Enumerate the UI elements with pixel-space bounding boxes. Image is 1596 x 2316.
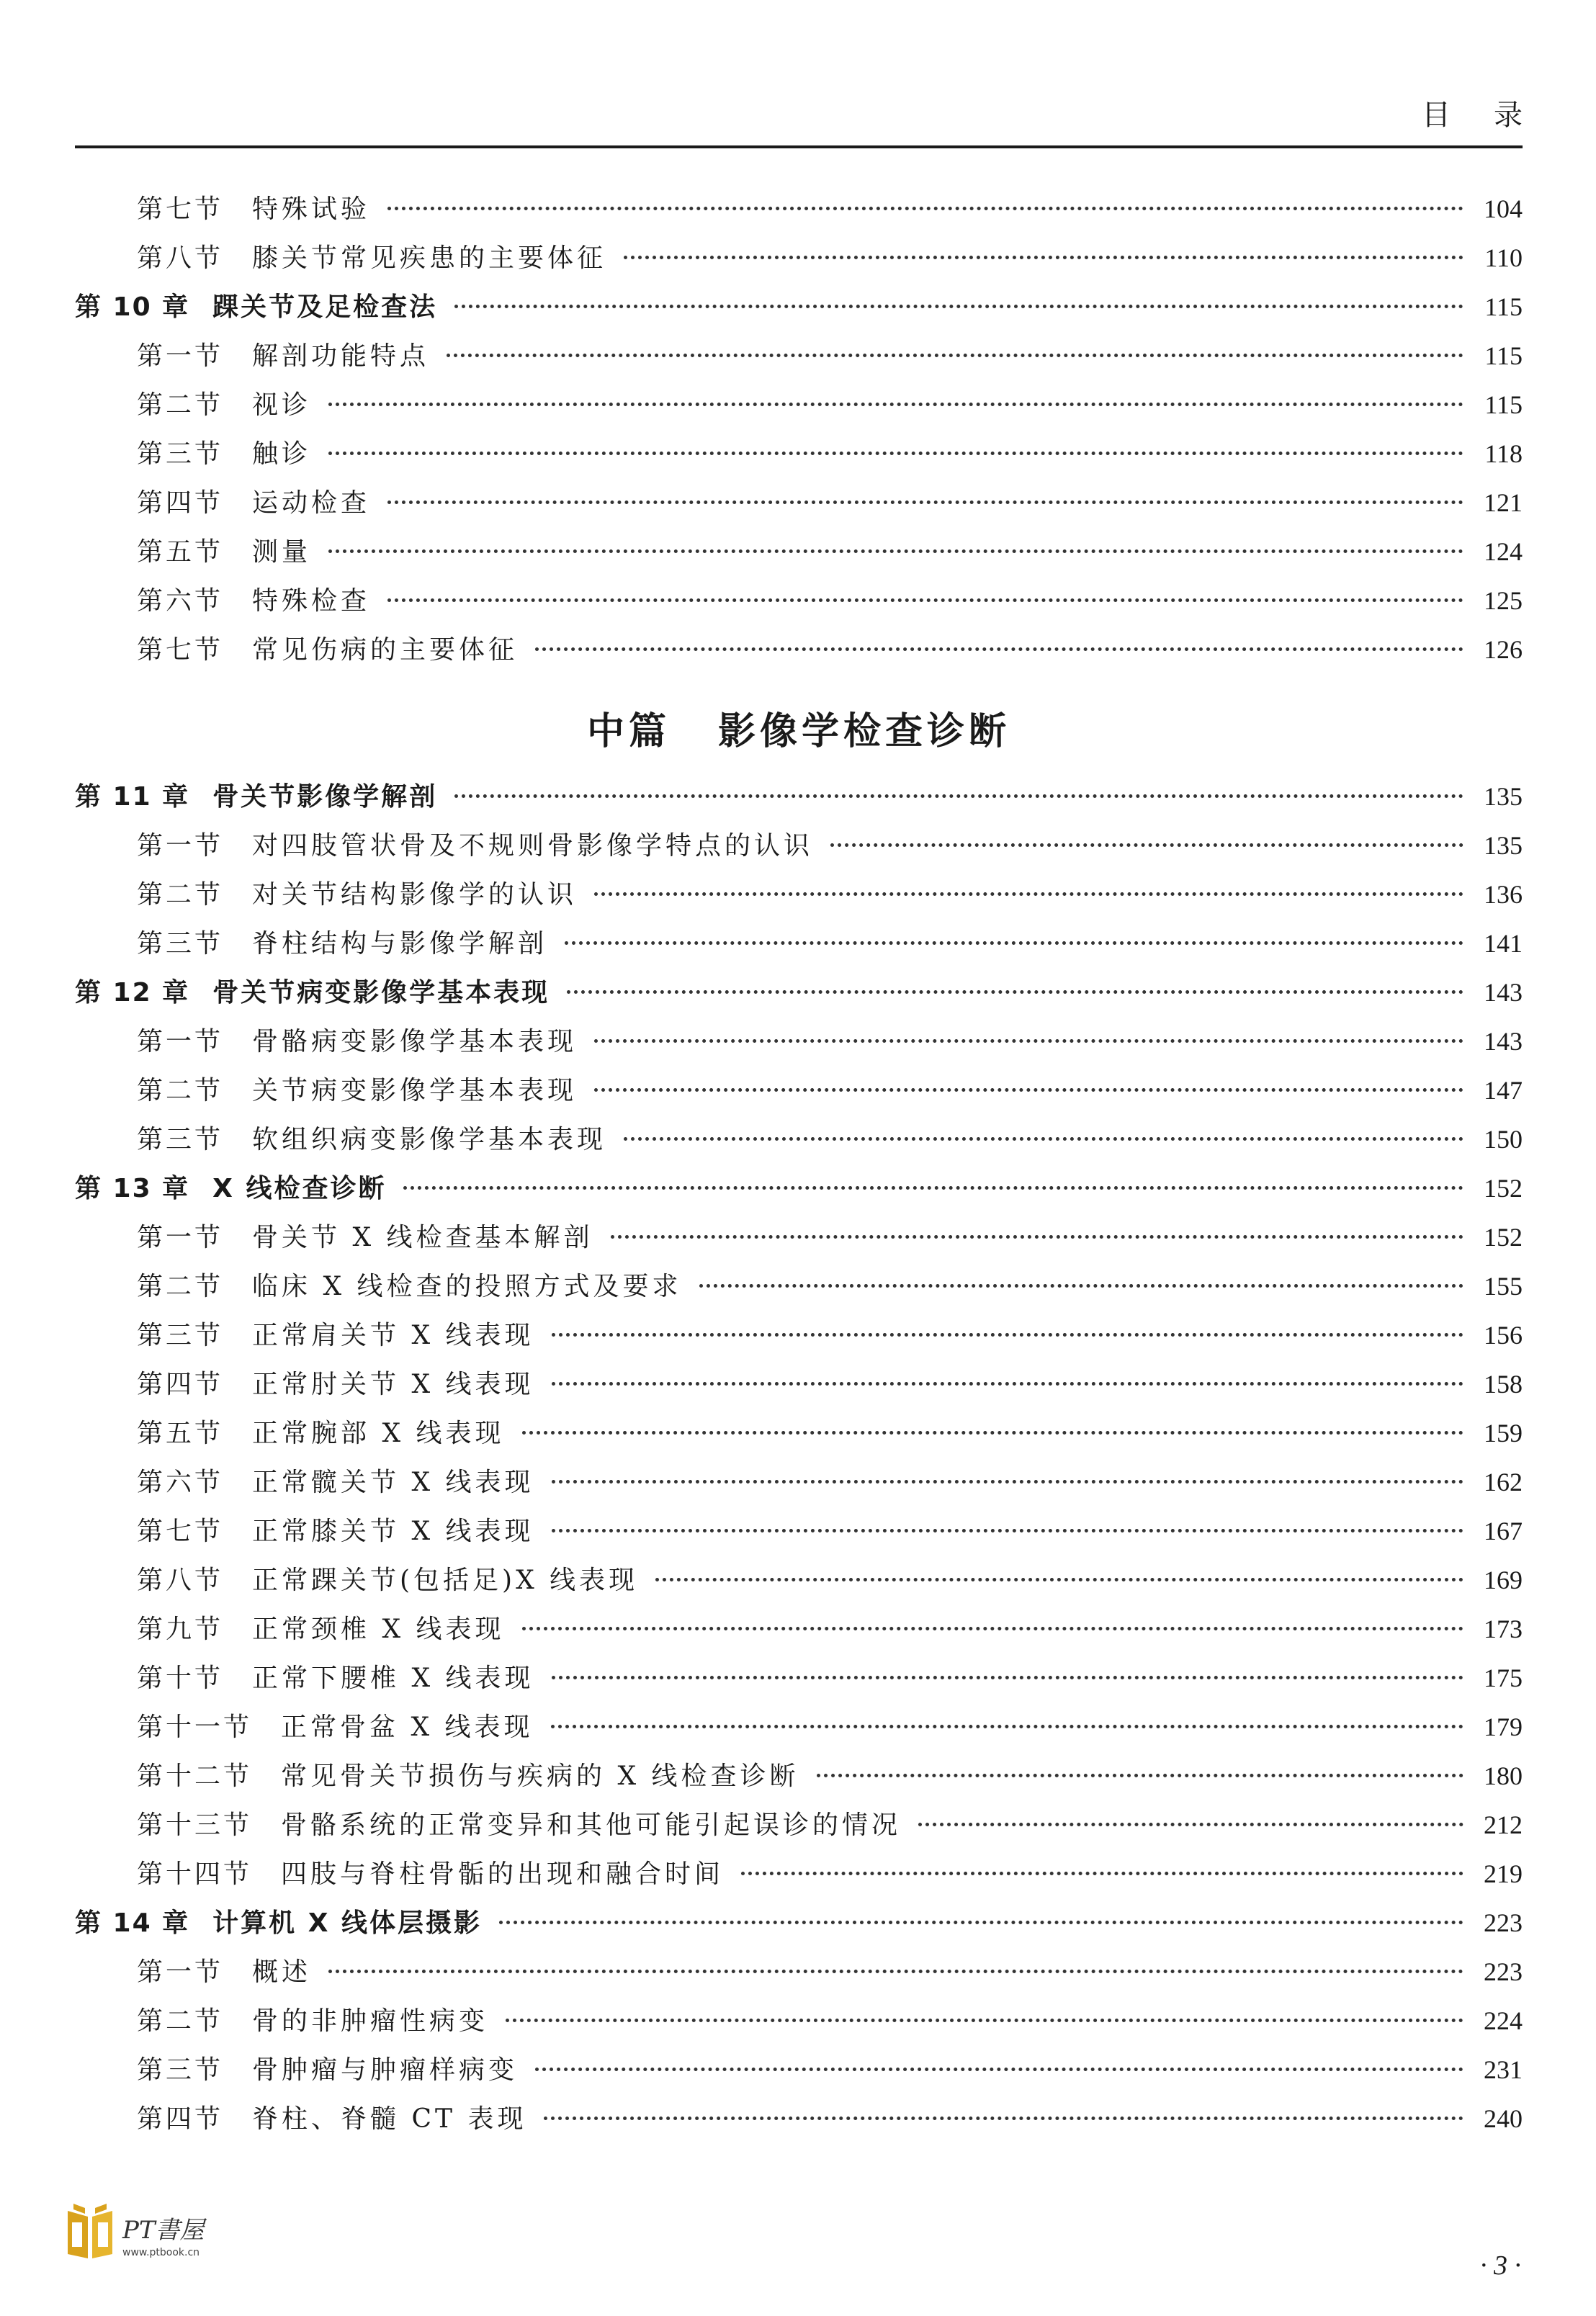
toc-entry-title: 常见伤病的主要体征 [252, 635, 519, 665]
toc-section-row[interactable] [75, 2001, 1523, 2050]
toc-entry-number: 第十四节 [137, 1859, 253, 1889]
dot-leader [328, 452, 1463, 455]
dot-leader [535, 647, 1463, 651]
toc-entry-title: 计算机 X 线体层摄影 [212, 1908, 482, 1938]
dot-leader [552, 1382, 1463, 1386]
dot-leader [552, 1676, 1463, 1679]
toc-entry-title: 骨的非肿瘤性病变 [252, 2006, 489, 2036]
toc-entry-number: 第 10 章 [75, 292, 190, 322]
toc-entry-number: 第六节 [137, 586, 224, 616]
toc-page-number: 212 [1484, 1810, 1523, 1839]
toc-entry-number: 第四节 [137, 2104, 224, 2134]
toc-section-row[interactable] [75, 1462, 1523, 1511]
toc-chapter-row[interactable] [75, 1903, 1523, 1952]
toc-entry-title: 膝关节常见疾患的主要体征 [252, 243, 607, 273]
dot-leader [522, 1627, 1463, 1630]
toc-group-upper [75, 189, 1523, 678]
toc-section-row[interactable] [75, 1119, 1523, 1168]
dot-leader [594, 1088, 1463, 1092]
publisher-logo [63, 2201, 205, 2258]
toc-page-number: 115 [1484, 390, 1523, 419]
dot-leader [552, 1529, 1463, 1532]
toc-section-row[interactable] [75, 531, 1523, 580]
toc-page-number: 110 [1484, 243, 1523, 272]
toc-page-number: 118 [1484, 439, 1523, 468]
toc-section-row[interactable] [75, 825, 1523, 874]
toc-page-number: 162 [1484, 1468, 1523, 1496]
toc-page-number: 169 [1484, 1566, 1523, 1594]
dot-leader [454, 305, 1463, 308]
toc-section-row[interactable] [75, 580, 1523, 629]
toc-page-number: 104 [1484, 194, 1523, 223]
dot-leader [611, 1235, 1463, 1239]
toc-entry-number: 第五节 [137, 537, 224, 567]
toc-page-number: 175 [1484, 1664, 1523, 1692]
toc-section-row[interactable] [75, 1609, 1523, 1658]
dot-leader [594, 1039, 1463, 1043]
toc-page-number: 136 [1484, 880, 1523, 909]
toc-entry-number: 第三节 [137, 2055, 224, 2085]
toc-entry-number: 第 11 章 [75, 782, 190, 812]
toc-entry-number: 第一节 [137, 1957, 224, 1987]
toc-entry-number: 第十一节 [137, 1713, 253, 1742]
toc-page-number: 143 [1484, 978, 1523, 1007]
toc-entry-number: 第一节 [137, 1223, 224, 1252]
toc-entry-number: 第八节 [137, 1566, 224, 1595]
toc-entry-title: 视诊 [252, 390, 312, 420]
page-header [75, 86, 1566, 148]
toc-section-row[interactable] [75, 1756, 1523, 1805]
toc-section-row[interactable] [75, 1854, 1523, 1903]
toc-entry-title: 测量 [252, 537, 312, 567]
toc-entry-number: 第七节 [137, 635, 224, 665]
toc-entry-number: 第八节 [137, 243, 224, 273]
dot-leader [552, 1333, 1463, 1337]
logo-url: www.ptbook.cn [122, 2247, 200, 2258]
dot-leader [817, 1774, 1463, 1777]
toc-entry-number: 第十节 [137, 1664, 224, 1693]
toc-entry-number: 第三节 [137, 929, 224, 959]
dot-leader [544, 2117, 1463, 2120]
toc-entry-title: 特殊试验 [252, 194, 371, 224]
part-name: 中篇 [586, 709, 671, 753]
dot-leader [551, 1725, 1463, 1728]
toc-page-number: 240 [1484, 2104, 1523, 2133]
toc-entry-number: 第 12 章 [75, 978, 190, 1007]
dot-leader [624, 256, 1463, 259]
toc-page-number: 115 [1484, 341, 1523, 370]
toc-section-row[interactable] [75, 238, 1523, 287]
toc-page-number: 155 [1484, 1272, 1523, 1301]
toc-section-row[interactable] [75, 629, 1523, 678]
dot-leader [741, 1872, 1463, 1875]
toc-page-number: 152 [1484, 1174, 1523, 1203]
toc-chapter-row[interactable] [75, 287, 1523, 336]
toc-page-number: 147 [1484, 1076, 1523, 1105]
dot-leader [454, 794, 1463, 798]
toc-entry-title: 触诊 [252, 439, 312, 469]
toc-entry-title: 四肢与脊柱骨骺的出现和融合时间 [281, 1859, 725, 1889]
toc-entry-number: 第六节 [137, 1468, 224, 1497]
dot-leader [567, 990, 1463, 994]
toc-page-number: 159 [1484, 1419, 1523, 1448]
dot-leader [447, 354, 1463, 357]
toc-section-row[interactable] [75, 1805, 1523, 1854]
toc-section-row[interactable] [75, 1364, 1523, 1413]
toc-entry-number: 第九节 [137, 1615, 224, 1644]
toc-entry-title: 骨关节病变影像学基本表现 [212, 978, 550, 1007]
toc-entry-title: 正常骨盆 X 线表现 [281, 1713, 534, 1742]
toc-section-row[interactable] [75, 385, 1523, 434]
toc-page-number: 180 [1484, 1761, 1523, 1790]
toc-entry-number: 第一节 [137, 831, 224, 861]
toc-entry-number: 第七节 [137, 194, 224, 224]
toc-page-number: 143 [1484, 1027, 1523, 1056]
toc-entry-number: 第十三节 [137, 1810, 253, 1840]
toc-entry-title: 正常颈椎 X 线表现 [252, 1615, 505, 1644]
dot-leader [552, 1480, 1463, 1484]
toc-section-row[interactable] [75, 1707, 1523, 1756]
toc-entry-title: 常见骨关节损伤与疾病的 X 线检查诊断 [281, 1761, 799, 1791]
toc-chapter-row[interactable] [75, 1168, 1523, 1217]
toc-entry-title: 踝关节及足检查法 [212, 292, 438, 322]
dot-leader [506, 2019, 1463, 2022]
toc-entry-number: 第四节 [137, 1370, 224, 1399]
part-heading [75, 678, 1523, 776]
dot-leader [655, 1578, 1463, 1581]
dot-leader [522, 1431, 1463, 1435]
toc-chapter-row[interactable] [75, 776, 1523, 825]
toc-entry-number: 第三节 [137, 439, 224, 469]
toc-entry-title: 对四肢管状骨及不规则骨影像学特点的认识 [252, 831, 814, 861]
toc-entry-title: 脊柱、脊髓 CT 表现 [252, 2104, 527, 2134]
toc-section-row[interactable] [75, 482, 1523, 531]
toc-page-number: 135 [1484, 831, 1523, 860]
dot-leader [328, 1970, 1463, 1973]
book-logo-icon [63, 2201, 117, 2258]
toc-page-number: 121 [1484, 488, 1523, 517]
toc-page-number: 223 [1484, 1908, 1523, 1937]
toc-page-number: 224 [1484, 2006, 1523, 2035]
dot-leader [624, 1137, 1463, 1141]
toc-entry-title: 骨肿瘤与肿瘤样病变 [252, 2055, 519, 2085]
toc-entry-title: 正常踝关节(包括足)X 线表现 [252, 1566, 639, 1595]
header-title: 目录 [1422, 99, 1566, 132]
toc-page-number: 150 [1484, 1125, 1523, 1154]
toc-entry-title: 正常肘关节 X 线表现 [252, 1370, 534, 1399]
toc-section-row[interactable] [75, 189, 1523, 238]
toc-entry-title: 解剖功能特点 [252, 341, 430, 371]
toc-section-row[interactable] [75, 874, 1523, 923]
toc-entry-title: 正常下腰椎 X 线表现 [252, 1664, 534, 1693]
toc-page-number: 135 [1484, 782, 1523, 811]
dot-leader [499, 1921, 1463, 1924]
toc-entry-title: 骨关节 X 线检查基本解剖 [252, 1223, 593, 1252]
dot-leader [535, 2068, 1463, 2071]
toc-entry-number: 第二节 [137, 1076, 224, 1105]
toc-page-number: 124 [1484, 537, 1523, 566]
toc-page-number: 158 [1484, 1370, 1523, 1399]
toc-page-number: 156 [1484, 1321, 1523, 1350]
toc-entry-title: 对关节结构影像学的认识 [252, 880, 578, 910]
dot-leader [918, 1823, 1463, 1826]
table-of-contents [75, 189, 1523, 2147]
toc-section-row[interactable] [75, 1511, 1523, 1560]
toc-page-number: 167 [1484, 1517, 1523, 1545]
toc-entry-number: 第四节 [137, 488, 224, 518]
toc-entry-number: 第七节 [137, 1517, 224, 1546]
toc-section-row[interactable] [75, 923, 1523, 972]
toc-entry-title: 关节病变影像学基本表现 [252, 1076, 578, 1105]
dot-leader [387, 207, 1463, 210]
toc-entry-title: X 线检查诊断 [212, 1174, 387, 1203]
toc-section-row[interactable] [75, 336, 1523, 385]
dot-leader [403, 1186, 1463, 1190]
toc-group-lower [75, 776, 1523, 2147]
toc-entry-title: 临床 X 线检查的投照方式及要求 [252, 1272, 682, 1301]
toc-entry-number: 第二节 [137, 2006, 224, 2036]
toc-section-row[interactable] [75, 1560, 1523, 1609]
part-title: 影像学检查诊断 [718, 709, 1011, 753]
toc-entry-title: 骨骼系统的正常变异和其他可能引起误诊的情况 [281, 1810, 902, 1840]
toc-entry-title: 骨骼病变影像学基本表现 [252, 1027, 578, 1056]
toc-entry-number: 第 13 章 [75, 1174, 190, 1203]
dot-leader [699, 1284, 1463, 1288]
toc-section-row[interactable] [75, 2099, 1523, 2147]
toc-section-row[interactable] [75, 1070, 1523, 1119]
toc-section-row[interactable] [75, 1413, 1523, 1462]
dot-leader [387, 501, 1463, 504]
toc-section-row[interactable] [75, 2050, 1523, 2099]
toc-page-number: 126 [1484, 635, 1523, 664]
toc-entry-title: 正常腕部 X 线表现 [252, 1419, 505, 1448]
toc-entry-title: 运动检查 [252, 488, 371, 518]
toc-entry-number: 第五节 [137, 1419, 224, 1448]
logo-name: PT書屋 [122, 2216, 205, 2245]
dot-leader [594, 892, 1463, 896]
toc-chapter-row[interactable] [75, 972, 1523, 1021]
toc-entry-number: 第 14 章 [75, 1908, 190, 1938]
toc-section-row[interactable] [75, 1658, 1523, 1707]
toc-entry-number: 第二节 [137, 1272, 224, 1301]
toc-entry-number: 第三节 [137, 1321, 224, 1350]
toc-entry-title: 正常膝关节 X 线表现 [252, 1517, 534, 1546]
toc-page-number: 219 [1484, 1859, 1523, 1888]
toc-section-row[interactable] [75, 1266, 1523, 1315]
toc-entry-title: 软组织病变影像学基本表现 [252, 1125, 607, 1154]
toc-page-number: 125 [1484, 586, 1523, 615]
toc-entry-number: 第一节 [137, 341, 224, 371]
toc-entry-title: 概述 [252, 1957, 312, 1987]
toc-section-row[interactable] [75, 1952, 1523, 2001]
toc-page-number: 179 [1484, 1713, 1523, 1741]
toc-page-number: 223 [1484, 1957, 1523, 1986]
dot-leader [565, 941, 1463, 945]
toc-entry-number: 第三节 [137, 1125, 224, 1154]
page-number: · 3 · [1480, 2250, 1521, 2281]
toc-entry-title: 特殊检查 [252, 586, 371, 616]
toc-entry-number: 第一节 [137, 1027, 224, 1056]
toc-section-row[interactable] [75, 1217, 1523, 1266]
toc-page-number: 115 [1484, 292, 1523, 321]
toc-entry-title: 正常肩关节 X 线表现 [252, 1321, 534, 1350]
toc-page-number: 141 [1484, 929, 1523, 958]
toc-entry-number: 第二节 [137, 880, 224, 910]
toc-page-number: 152 [1484, 1223, 1523, 1252]
toc-entry-number: 第二节 [137, 390, 224, 420]
toc-entry-title: 骨关节影像学解剖 [212, 782, 438, 812]
toc-entry-title: 脊柱结构与影像学解剖 [252, 929, 548, 959]
toc-section-row[interactable] [75, 1315, 1523, 1364]
dot-leader [830, 843, 1463, 847]
dot-leader [328, 403, 1463, 406]
toc-section-row[interactable] [75, 434, 1523, 482]
dot-leader [387, 598, 1463, 602]
toc-page-number: 231 [1484, 2055, 1523, 2084]
toc-entry-title: 正常髋关节 X 线表现 [252, 1468, 534, 1497]
toc-section-row[interactable] [75, 1021, 1523, 1070]
toc-page-number: 173 [1484, 1615, 1523, 1643]
toc-entry-number: 第十二节 [137, 1761, 253, 1791]
dot-leader [328, 549, 1463, 553]
